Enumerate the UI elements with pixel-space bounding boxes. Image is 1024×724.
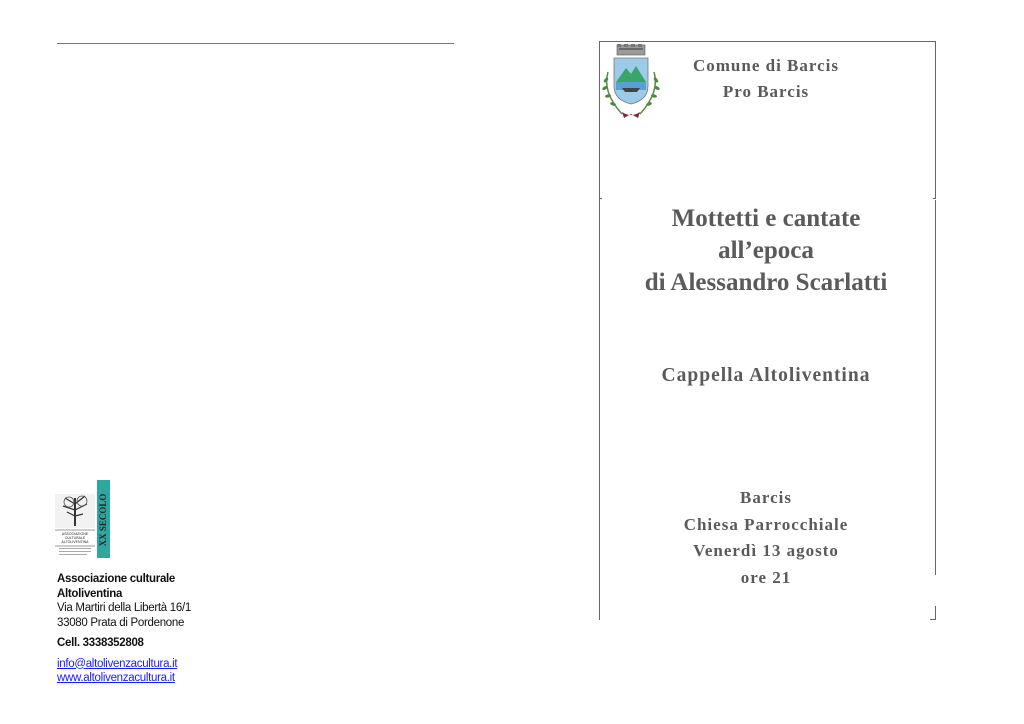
venue-town: Barcis bbox=[740, 488, 792, 507]
venue-details bbox=[620, 485, 912, 592]
title-line3: di Alessandro Scarlatti bbox=[644, 269, 888, 296]
association-name-line2: Altoliventina bbox=[57, 587, 123, 600]
coat-of-arms-icon bbox=[600, 42, 662, 122]
email-link[interactable]: info@altolivenzacultura.it bbox=[57, 657, 178, 670]
association-name-line1: Associazione culturale bbox=[57, 573, 176, 585]
venue-time: ore 21 bbox=[740, 568, 792, 588]
barcis-coat-of-arms bbox=[600, 42, 662, 122]
title-line2: all’epoca bbox=[718, 237, 814, 264]
panel-border-right-lower bbox=[935, 200, 936, 575]
venue-church: Chiesa Parrocchiale bbox=[683, 514, 849, 534]
svg-text:XX SECOLO: XX SECOLO bbox=[98, 493, 108, 547]
venue-date: Venerdì 13 agosto bbox=[693, 541, 839, 561]
organizer-pro-loco: Pro Barcis bbox=[722, 82, 810, 101]
contact-block bbox=[57, 572, 317, 686]
svg-text:ALTOLIVENTINA: ALTOLIVENTINA bbox=[61, 540, 89, 544]
ensemble-name: Cappella Altoliventina bbox=[661, 365, 871, 386]
panel-border-left-lower bbox=[599, 200, 600, 620]
corner-mark-right bbox=[935, 606, 936, 620]
top-divider-line bbox=[57, 43, 454, 44]
fold-tick-left bbox=[599, 198, 602, 199]
association-logo bbox=[53, 480, 113, 560]
organizer-comune: Comune di Barcis bbox=[692, 56, 840, 75]
concert-title bbox=[620, 203, 912, 299]
tree-logo-icon bbox=[53, 480, 113, 560]
address-line2: 33080 Prata di Pordenone bbox=[57, 616, 185, 629]
phone-number: Cell. 3338352808 bbox=[57, 637, 144, 649]
website-link[interactable]: www.altolivenzacultura.it bbox=[57, 672, 175, 684]
corner-mark-bottom bbox=[930, 619, 936, 620]
fold-tick-right bbox=[933, 198, 936, 199]
svg-text:CULTURALE: CULTURALE bbox=[64, 536, 86, 540]
title-line1: Mottetti e cantate bbox=[671, 205, 861, 232]
address-line1: Via Martiri della Libertà 16/1 bbox=[57, 602, 191, 614]
svg-text:ASSOCIAZIONE: ASSOCIAZIONE bbox=[61, 532, 89, 536]
panel-border-right bbox=[935, 41, 936, 198]
